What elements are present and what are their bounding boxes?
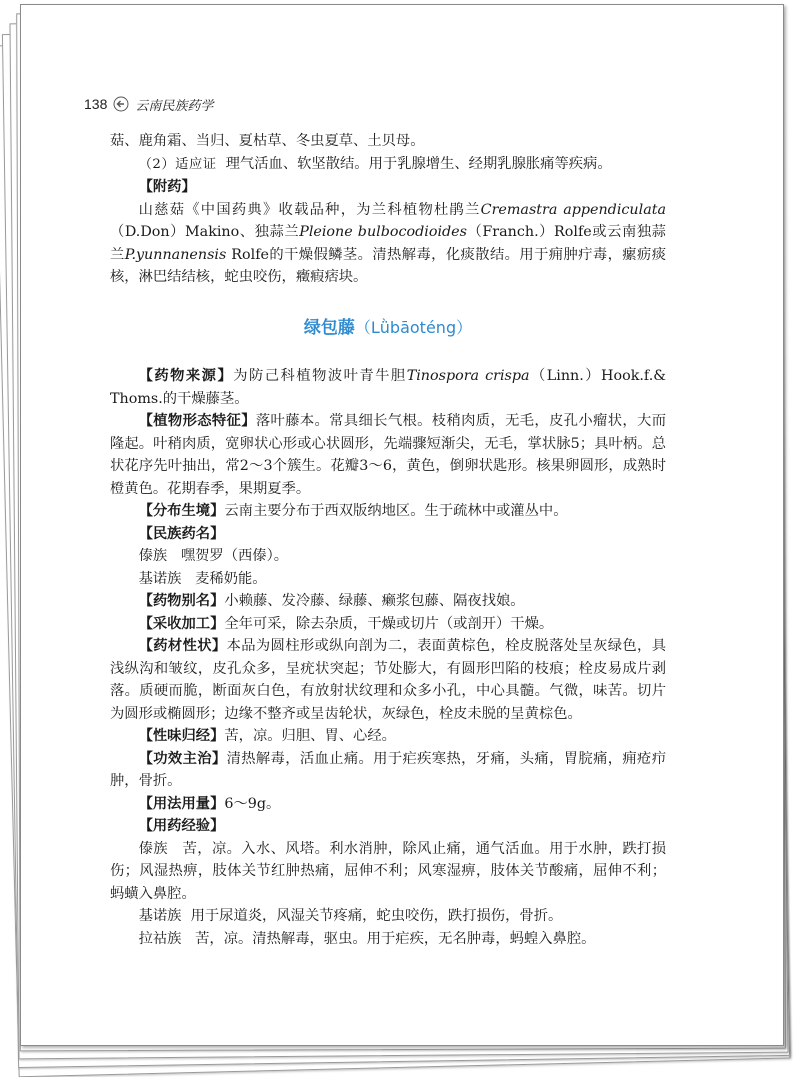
back-arrow-icon <box>113 96 129 112</box>
entry-experience-heading: 【用药经验】 <box>138 818 225 834</box>
latin-name: P.yunnanensis <box>124 246 227 263</box>
latin-name: Cremastra appendiculata <box>480 201 666 218</box>
experience-item: 拉祜族 苦，凉。清热解毒，驱虫。用于疟疾，无名肿毒，蚂蝗入鼻腔。 <box>138 930 596 947</box>
page-number: 138 <box>84 96 108 112</box>
entry-nature-meridian: 【性味归经】苦，凉。归胆、胃、心经。 <box>138 728 396 744</box>
running-head <box>84 94 213 114</box>
experience-item: 傣族 苦，凉。入水、风塔。利水消肿，除风止痛，通气活血。用于水肿，跌打损伤；风湿热痹，肢体关节红肿热痛，屈伸不利；风寒湿痹，肢体关节酸痛，屈伸不利；蚂蟥入鼻腔。 <box>110 840 667 902</box>
appendix-heading: 【附药】 <box>138 179 196 195</box>
entry-source: 【药物来源】为防己科植物波叶青牛胆Tinospora crispa（Linn.）Hook.f.& Thoms.的干燥藤茎。 <box>110 368 666 407</box>
book-title: 云南民族药学 <box>135 98 214 114</box>
entry-ethnic-names-heading: 【民族药名】 <box>138 525 225 542</box>
latin-name: Pleione bulbocodioides <box>299 224 467 240</box>
entry-properties: 【药材性状】本品为圆柱形或纵向剖为二，表面黄棕色，栓皮脱落处呈灰绿色，具浅纵沟和皱纹，皮孔众多，呈疣状突起；节处膨大，有圆形凹陷的枝痕；栓皮易成片剥落。质硬而脆，断面灰白色，有放射状纹理和众多小孔，中心具髓。气微，味苦。切片为圆形或椭圆形；边缘不整齐或呈齿轮状，灰绿色，栓皮未脱的呈黄棕色。 <box>110 638 667 722</box>
entry-title-chinese: 绿包藤 <box>303 317 355 338</box>
entry-dosage: 【用法用量】6～9g。 <box>138 795 281 812</box>
prev-entry-indication: （2）适应证 理气活血、软坚散结。用于乳腺增生、经期乳腺胀痛等疾病。 <box>138 155 612 172</box>
appendix-paragraph: 山慈菇《中国药典》收载品种，为兰科植物杜鹃兰Cremastra appendiculata（D.Don）Makino、独蒜兰Pleione bulbocodioides（Franch.）Rolfe或云南独蒜兰P.yunnanensis Rolfe的干燥假鳞茎。清热解毒，化痰散结。用于痈肿疔毒，瘰疬痰核，淋巴结结核，蛇虫咬伤，癥瘕痞块。 <box>110 201 667 285</box>
entry-title <box>110 317 666 340</box>
experience-item: 基诺族 用于尿道炎，风湿关节疼痛，蛇虫咬伤，跌打损伤，骨折。 <box>138 908 563 924</box>
entry-morphology: 【植物形态特征】落叶藤本。常具细长气根。枝稍肉质，无毛，皮孔小瘤状，大而隆起。叶稍肉质，宽卵状心形或心状圆形，先端骤短渐尖，无毛，掌状脉5；具叶柄。总状花序先叶抽出，常2～3个簇生。花瓣3～6，黄色，倒卵状匙形。核果卵圆形，成熟时橙黄色。花期春季，果期夏季。 <box>110 413 666 497</box>
prev-entry-ingredients: 菇、鹿角霜、当归、夏枯草、冬虫夏草、土贝母。 <box>110 133 425 149</box>
ethnic-name-item: 基诺族 麦稀奶能。 <box>138 570 267 587</box>
latin-name: Tinospora crispa <box>406 368 530 384</box>
indication-label: （2）适应证 <box>138 156 217 172</box>
entry-functions: 【功效主治】清热解毒，活血止痛。用于疟疾寒热，牙痛，头痛，胃脘痛，痈疮疖肿，骨折。 <box>110 750 667 789</box>
entry-aliases: 【药物别名】小赖藤、发冷藤、绿藤、癞浆包藤、隔夜找娘。 <box>138 593 525 609</box>
ethnic-name-item: 傣族 嘿贺罗（西傣）。 <box>138 548 289 564</box>
entry-distribution: 【分布生境】云南主要分布于西双版纳地区。生于疏林中或灌丛中。 <box>138 503 568 519</box>
page-content <box>110 130 666 950</box>
entry-processing: 【采收加工】全年可采，除去杂质，干燥或切片（或剖开）干燥。 <box>138 615 554 632</box>
entry-title-pinyin: （Lǜbāoténg） <box>354 317 473 337</box>
